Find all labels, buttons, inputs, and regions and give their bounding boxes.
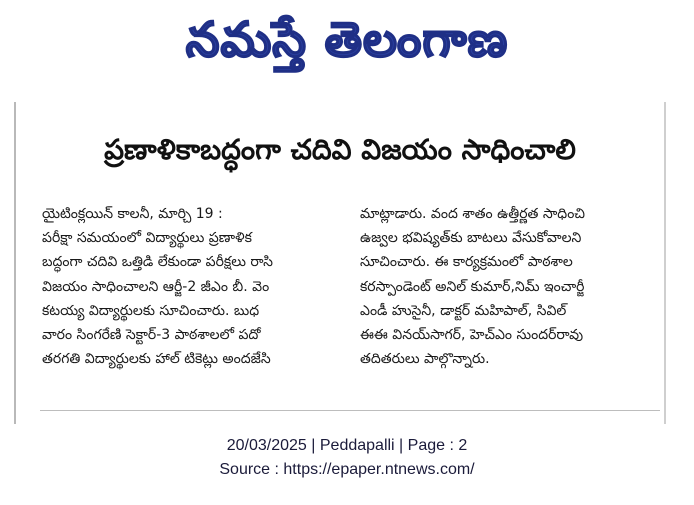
article-line: ఈఈ వినయ్‌సాగర్, హెచ్ఎం సుందర్‌రావు [360, 327, 584, 344]
article-body [42, 202, 644, 402]
article-line: యైటింక్లయిన్ కాలనీ, మార్చి 19 : [42, 206, 223, 222]
article-line: తదితరులు పాల్గొన్నారు. [360, 351, 490, 368]
footer-source-link[interactable]: Source : https://epaper.ntnews.com/ [219, 461, 475, 478]
article-line: వారం సింగరేణి సెక్టార్-3 పాఠశాలలో పదో [42, 327, 261, 344]
article-line: బద్ధంగా చదివి ఒత్తిడి లేకుండా పరీక్షలు రాసి [42, 254, 273, 271]
article-headline: ప్రణాళికాబద్ధంగా చదివి విజయం సాధించాలి [104, 133, 576, 166]
footer-dateline: 20/03/2025 | Peddapalli | Page : 2 [226, 437, 468, 454]
footer [0, 434, 694, 482]
article-line: ఉజ్వల భవిష్యత్‌కు బాటలు వేసుకోవాలని [360, 230, 582, 247]
footer-divider [40, 410, 660, 411]
article-line: సూచించారు. ఈ కార్యక్రమంలో పాఠశాల [360, 254, 573, 271]
article-column-left [42, 202, 334, 371]
article-line: కటయ్య విద్యార్థులకు సూచించారు. బుధ [42, 302, 260, 319]
article-column-right [360, 202, 648, 371]
news-clipping [14, 102, 666, 424]
article-line: విజయం సాధించాలని ఆర్జీ-2 జీఎం బీ. వెం [42, 278, 270, 295]
article-line: తరగతి విద్యార్థులకు హాల్ టికెట్లు అందజేసి [42, 351, 271, 368]
newspaper-masthead [0, 4, 694, 76]
article-line: పరీక్షా సమయంలో విద్యార్థులు ప్రణాళిక [42, 230, 252, 247]
article-line: కరస్పాండెంట్ అనిల్ కుమార్,నిమ్ ఇంచార్జీ [360, 278, 585, 295]
article-line: మాట్లాడారు. వంద శాతం ఉత్తీర్ణత సాధించి [360, 206, 586, 222]
masthead-logo-text: నమస్తే తెలంగాణ [185, 12, 509, 68]
article-line: ఎండీ హుసైనీ, డాక్టర్ మహిపాల్, సివిల్ [360, 302, 567, 319]
